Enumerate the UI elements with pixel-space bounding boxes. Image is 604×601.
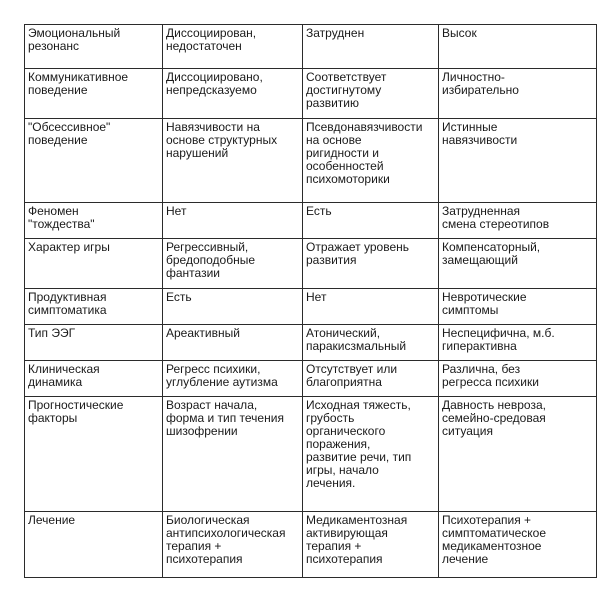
cell-text: Неспецифична, м.б. гиперактивна bbox=[442, 326, 555, 353]
table-cell bbox=[439, 25, 597, 69]
cell-text: Медикаментозная активирующая терапия + психотерапия bbox=[306, 513, 408, 566]
table-cell bbox=[439, 203, 597, 239]
table-cell bbox=[163, 325, 303, 361]
cell-text: "Обсессивное" поведение bbox=[28, 120, 111, 147]
table-cell bbox=[163, 25, 303, 69]
table-cell bbox=[163, 289, 303, 325]
table-cell bbox=[25, 25, 163, 69]
table-cell bbox=[303, 25, 439, 69]
table-row bbox=[25, 289, 597, 325]
cell-text: Тип ЭЭГ bbox=[28, 326, 76, 340]
table-cell bbox=[25, 203, 163, 239]
cell-text: Нет bbox=[306, 290, 327, 304]
cell-text: Есть bbox=[306, 204, 332, 218]
table-cell bbox=[25, 119, 163, 203]
table-cell bbox=[163, 397, 303, 512]
table-cell bbox=[303, 397, 439, 512]
cell-text: Атонический, паракисзмальный bbox=[306, 326, 407, 353]
cell-text: Соответствует достигнутому развитию bbox=[306, 70, 387, 110]
table-cell bbox=[439, 239, 597, 289]
cell-text: Навязчивости на основе структурных нарушений bbox=[166, 120, 278, 160]
table-row bbox=[25, 325, 597, 361]
cell-text: Есть bbox=[166, 290, 192, 304]
table-cell bbox=[25, 289, 163, 325]
table-row bbox=[25, 512, 597, 578]
table-cell bbox=[163, 203, 303, 239]
table-cell bbox=[303, 289, 439, 325]
table-cell bbox=[439, 361, 597, 397]
table-cell bbox=[163, 361, 303, 397]
cell-text: Продуктивная симптоматика bbox=[28, 290, 107, 317]
cell-text: Регресс психики, углубление аутизма bbox=[166, 362, 278, 389]
cell-text: Ареактивный bbox=[166, 326, 240, 340]
table-cell bbox=[303, 361, 439, 397]
table-cell bbox=[25, 69, 163, 119]
comparison-table bbox=[24, 24, 597, 578]
cell-text: Затруднен bbox=[306, 26, 365, 40]
table-cell bbox=[439, 119, 597, 203]
table-cell bbox=[163, 119, 303, 203]
table-cell bbox=[303, 119, 439, 203]
cell-text: Отражает уровень развития bbox=[306, 240, 409, 267]
table-cell bbox=[163, 69, 303, 119]
cell-text: Личностно- избирательно bbox=[442, 70, 519, 97]
cell-text: Биологическая антипсихологическая терапия + психотерапия bbox=[166, 513, 286, 566]
table-cell bbox=[439, 512, 597, 578]
table-cell bbox=[303, 239, 439, 289]
table-cell bbox=[163, 512, 303, 578]
cell-text: Диссоциирован, недостаточен bbox=[166, 26, 257, 53]
cell-text: Феномен "тождества" bbox=[28, 204, 95, 231]
table-cell bbox=[439, 397, 597, 512]
cell-text: Высок bbox=[442, 26, 477, 40]
cell-text: Истинные навязчивости bbox=[442, 120, 518, 147]
table-cell bbox=[25, 361, 163, 397]
table-row bbox=[25, 25, 597, 69]
table-cell bbox=[303, 512, 439, 578]
cell-text: Лечение bbox=[28, 513, 76, 527]
table-cell bbox=[25, 397, 163, 512]
table-cell bbox=[163, 239, 303, 289]
table-cell bbox=[25, 325, 163, 361]
cell-text: Отсутствует или благоприятна bbox=[306, 362, 398, 389]
cell-text: Различна, без регресса психики bbox=[442, 362, 539, 389]
table-cell bbox=[439, 325, 597, 361]
cell-text: Невротические симптомы bbox=[442, 290, 527, 317]
cell-text: Псевдонавязчивости на основе ригидности и особенностей психомоторики bbox=[306, 120, 423, 186]
cell-text: Регрессивный, бредоподобные фантазии bbox=[166, 240, 256, 280]
table-cell bbox=[439, 69, 597, 119]
cell-text: Исходная тяжесть, грубость органического поражения, развитие речи, тип игры, начало лечения. bbox=[306, 398, 412, 490]
cell-text: Характер игры bbox=[28, 240, 110, 254]
cell-text: Нет bbox=[166, 204, 187, 218]
table-cell bbox=[303, 325, 439, 361]
cell-text: Эмоциональный резонанс bbox=[28, 26, 121, 53]
table-cell bbox=[25, 239, 163, 289]
table-row bbox=[25, 239, 597, 289]
table-row bbox=[25, 203, 597, 239]
cell-text: Клиническая динамика bbox=[28, 362, 100, 389]
table-row bbox=[25, 361, 597, 397]
cell-text: Психотерапия + симптоматическое медикаментозное лечение bbox=[442, 513, 547, 566]
cell-text: Давность невроза, семейно-средовая ситуация bbox=[442, 398, 546, 438]
cell-text: Диссоциировано, непредсказуемо bbox=[166, 70, 263, 97]
cell-text: Возраст начала, форма и тип течения шизофрении bbox=[166, 398, 284, 438]
table-cell bbox=[303, 69, 439, 119]
table-cell bbox=[303, 203, 439, 239]
table-row bbox=[25, 119, 597, 203]
table-row bbox=[25, 69, 597, 119]
cell-text: Коммуникативное поведение bbox=[28, 70, 129, 97]
table-cell bbox=[25, 512, 163, 578]
cell-text: Компенсаторный, замещающий bbox=[442, 240, 541, 267]
table-cell bbox=[439, 289, 597, 325]
cell-text: Затрудненная смена стереотипов bbox=[442, 204, 550, 231]
table-row bbox=[25, 397, 597, 512]
cell-text: Прогностические факторы bbox=[28, 398, 124, 425]
